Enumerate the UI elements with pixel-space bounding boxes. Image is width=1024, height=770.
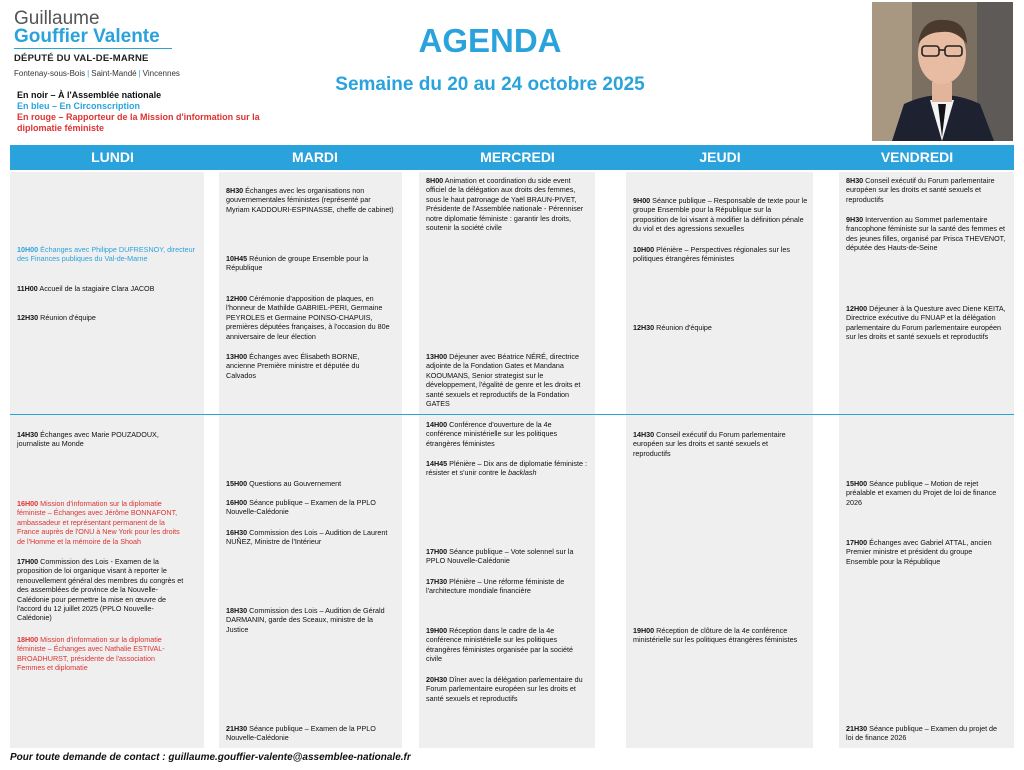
event-text: Conseil exécutif du Forum parlementaire européen sur les droits et santé sexuels et reproductifs xyxy=(846,176,995,204)
event-mercredi-1900 xyxy=(426,626,586,664)
deputy-role: DÉPUTÉ DU VAL-DE-MARNE xyxy=(14,53,149,64)
event-mardi-0830 xyxy=(226,186,396,214)
event-mercredi-1700 xyxy=(426,547,586,566)
event-jeudi-1900 xyxy=(633,626,805,645)
event-mercredi-1400 xyxy=(426,420,576,448)
event-time: 8H30 xyxy=(226,186,244,195)
event-mercredi-1730 xyxy=(426,577,576,596)
event-text: Questions au Gouvernement xyxy=(247,479,342,488)
event-text: Plénière – Perspectives régionales sur les politiques étrangères féministes xyxy=(633,245,791,264)
event-time: 8H30 xyxy=(846,176,864,185)
event-text: Échanges avec Élisabeth BORNE, ancienne Première ministre et députée du Calvados xyxy=(226,352,360,380)
event-text: Séance publique – Responsable de texte pour le groupe Ensemble pour la République sur la proposition de loi visant à modifier la définition pénale du viol et des agressions sexuelles xyxy=(633,196,808,234)
deputy-name-last: Gouffier Valente xyxy=(14,26,160,47)
event-mercredi-1300 xyxy=(426,352,590,408)
event-lundi-1230 xyxy=(17,313,197,322)
column-vendredi xyxy=(839,172,1014,748)
event-vendredi-1500 xyxy=(846,479,1006,507)
event-text: Déjeuner à la Questure avec Diene KEITA, Directrice exécutive du FNUAP et la délégation parlementaire du Forum parlementaire européen sur les droits et santé sexuels et reproductifs xyxy=(846,304,1006,342)
event-time: 16H00 xyxy=(17,499,39,508)
event-text: Réunion d'équipe xyxy=(38,313,96,322)
event-text: Mission d'information sur la diplomatie féministe – Échanges avec Jérôme BONNAFONT, ambassadeur et représentant permanent de la France auprès de l'ONU à New York pour les droits de l'Homme et la mémoire de la Shoah xyxy=(17,499,180,546)
event-mardi-1300 xyxy=(226,352,376,380)
event-time: 13H00 xyxy=(226,352,248,361)
event-text: Commission des Lois – Audition de Gérald DARMANIN, garde des Sceaux, ministre de la Justice xyxy=(226,606,385,634)
event-time: 17H00 xyxy=(426,547,448,556)
event-text: Échanges avec les organisations non gouvernementales féministes (représenté par Myriam KADDOURI-ESPINASSE, cheffe de cabinet) xyxy=(226,186,394,214)
event-mardi-1500 xyxy=(226,479,396,488)
event-text: Dîner avec la délégation parlementaire du Forum parlementaire européen sur les droits et santé sexuels et reproductifs xyxy=(426,675,583,703)
day-friday: VENDREDI xyxy=(880,149,954,165)
town-separator: | xyxy=(87,69,90,78)
town-2: Saint-Mandé xyxy=(91,69,137,78)
event-time: 15H00 xyxy=(846,479,868,488)
event-time: 17H30 xyxy=(426,577,448,586)
event-text-italic: backlash xyxy=(508,468,537,478)
event-text: Séance publique – Examen de la PPLO Nouvelle-Calédonie xyxy=(226,724,376,743)
event-lundi-1000 xyxy=(17,245,197,264)
event-text: Animation et coordination du side event officiel de la délégation aux droits des femmes, sous le haut patronage de Yaël BRAUN-PIVET, Présidente de l'Assemblée nationale - Pérenniser notre diplomatie féministe : garantir les droits, soutenir la société civile xyxy=(426,176,584,233)
event-mardi-2130 xyxy=(226,724,391,743)
event-time: 18H30 xyxy=(226,606,248,615)
deputy-photo xyxy=(872,2,1013,141)
event-time: 9H00 xyxy=(633,196,651,205)
event-text: Échanges avec Gabriel ATTAL, ancien Premier ministre et président du groupe Ensemble pour la République xyxy=(846,538,992,566)
event-time: 9H30 xyxy=(846,215,864,224)
event-text: Intervention au Sommet parlementaire francophone féministe sur la santé des femmes et des jeunes filles, organisé par Prisca THEVENOT, députée des Hauts-de-Seine xyxy=(846,215,1006,253)
event-text: Plénière – Une réforme féministe de l'architecture mondiale financière xyxy=(426,577,565,596)
event-jeudi-1000 xyxy=(633,245,803,264)
event-time: 16H00 xyxy=(226,498,248,507)
town-separator: | xyxy=(138,69,141,78)
event-text: Conseil exécutif du Forum parlementaire européen sur les droits et santé sexuels et reproductifs xyxy=(633,430,786,458)
day-monday: LUNDI xyxy=(91,149,134,165)
event-mardi-1200 xyxy=(226,294,394,341)
event-mardi-1600 xyxy=(226,498,386,517)
towns-list xyxy=(14,69,180,78)
event-time: 21H30 xyxy=(226,724,248,733)
event-time: 12H00 xyxy=(846,304,868,313)
event-time: 15H00 xyxy=(226,479,248,488)
day-thursday: JEUDI xyxy=(699,149,741,165)
color-legend xyxy=(17,90,292,134)
event-text: Accueil de la stagiaire Clara JACOB xyxy=(37,284,155,293)
event-text: Commission des Lois - Examen de la proposition de loi organique visant à reporter le renouvellement général des membres du congrès et des assemblées de province de la Nouvelle-Calédonie pour permettre la mise en œuvre de l'accord du 12 juillet 2025 (PPLO Nouvelle-Calédonie) xyxy=(17,557,184,623)
event-time: 13H00 xyxy=(426,352,448,361)
event-time: 14H30 xyxy=(17,430,39,439)
town-1: Fontenay-sous-Bois xyxy=(14,69,86,78)
event-mardi-1045 xyxy=(226,254,386,273)
event-text: Séance publique – Vote solennel sur la PPLO Nouvelle-Calédonie xyxy=(426,547,574,566)
day-header-bar xyxy=(10,145,1014,170)
event-time: 12H00 xyxy=(226,294,248,303)
event-lundi-1800 xyxy=(17,635,182,673)
page-subtitle: Semaine du 20 au 24 octobre 2025 xyxy=(335,74,645,95)
portrait-image xyxy=(872,2,1013,141)
event-lundi-1600 xyxy=(17,499,189,546)
event-text: Plénière – Dix ans de diplomatie féministe : résister et s'unir contre le xyxy=(426,459,588,478)
event-text: Réunion de groupe Ensemble pour la République xyxy=(226,254,369,273)
event-mardi-1630 xyxy=(226,528,391,547)
event-time: 19H00 xyxy=(633,626,655,635)
event-text: Séance publique – Motion de rejet préalable et examen du Projet de loi de finance 2026 xyxy=(846,479,997,507)
event-time: 21H30 xyxy=(846,724,868,733)
page-title: AGENDA xyxy=(418,22,562,59)
legend-black: En noir – À l'Assemblée nationale xyxy=(17,90,162,100)
event-time: 17H00 xyxy=(17,557,39,566)
event-mardi-1830 xyxy=(226,606,388,634)
day-tuesday: MARDI xyxy=(292,149,338,165)
event-text: Cérémonie d'apposition de plaques, en l'honneur de Mathilde GABRIEL-PERI, Germaine PEYROLES et Germaine POINSO-CHAPUIS, premières députées françaises, à l'occasion du 80e anniversaire de leur élection xyxy=(226,294,390,341)
event-jeudi-1430 xyxy=(633,430,805,458)
event-text: Séance publique – Examen du projet de loi de finance 2026 xyxy=(846,724,998,743)
event-time: 12H30 xyxy=(633,323,655,332)
event-lundi-1100 xyxy=(17,284,197,293)
day-wednesday: MERCREDI xyxy=(480,149,555,165)
event-time: 18H00 xyxy=(17,635,39,644)
event-text: Réunion d'équipe xyxy=(654,323,712,332)
event-lundi-1700 xyxy=(17,557,187,623)
event-vendredi-0830 xyxy=(846,176,1010,204)
event-text: Séance publique – Examen de la PPLO Nouvelle-Calédonie xyxy=(226,498,376,517)
event-vendredi-1700 xyxy=(846,538,1006,566)
event-time: 20H30 xyxy=(426,675,448,684)
event-text: Réception dans le cadre de la 4e conférence ministérielle sur les politiques étrangères féministes organisée par la société civile xyxy=(426,626,574,664)
legend-blue: En bleu – En Circonscription xyxy=(17,101,141,111)
event-vendredi-2130 xyxy=(846,724,1006,743)
contact-footer: Pour toute demande de contact : guillaume.gouffier-valente@assemblee-nationale.fr xyxy=(10,752,411,763)
event-text: Mission d'information sur la diplomatie féministe – Échanges avec Nathalie ESTIVAL-BROADHURST, présidente de l'association Femmes et diplomatie xyxy=(17,635,165,673)
event-time: 10H45 xyxy=(226,254,248,263)
event-mercredi-1445 xyxy=(426,459,588,478)
legend-red: En rouge – Rapporteur de la Mission d'information sur la diplomatie féministe xyxy=(17,112,260,133)
town-3: Vincennes xyxy=(142,69,180,78)
event-lundi-1430 xyxy=(17,430,167,449)
event-jeudi-0900 xyxy=(633,196,808,234)
event-text: Déjeuner avec Béatrice NÉRÉ, directrice adjointe de la Fondation Gates et Mandana KOOUMANS, Senior strategist sur le développement, l'égalité de genre et les droits et santé sexuels et reproductifs de la Fondation GATES xyxy=(426,352,581,409)
event-time: 16H30 xyxy=(226,528,248,537)
event-time: 12H30 xyxy=(17,313,39,322)
event-time: 14H00 xyxy=(426,420,448,429)
event-text: Réception de clôture de la 4e conférence ministérielle sur les politiques étrangères féministes xyxy=(633,626,798,645)
event-vendredi-1200 xyxy=(846,304,1008,342)
event-mercredi-2030 xyxy=(426,675,590,703)
event-time: 14H45 xyxy=(426,459,448,468)
midday-divider xyxy=(10,414,1014,415)
event-jeudi-1230 xyxy=(633,323,803,332)
event-time: 14H30 xyxy=(633,430,655,439)
event-text: Échanges avec Philippe DUFRESNOY, directeur des Finances publiques du Val-de-Marne xyxy=(17,245,196,264)
event-text: Échanges avec Marie POUZADOUX, journaliste au Monde xyxy=(17,430,159,449)
event-time: 17H00 xyxy=(846,538,868,547)
header-divider xyxy=(14,48,172,49)
event-time: 8H00 xyxy=(426,176,444,185)
event-mercredi-0800 xyxy=(426,176,592,232)
event-vendredi-0930 xyxy=(846,215,1010,253)
event-time: 19H00 xyxy=(426,626,448,635)
event-text: Commission des Lois – Audition de Laurent NUÑEZ, Ministre de l'Intérieur xyxy=(226,528,388,547)
event-time: 11H00 xyxy=(17,284,38,293)
event-time: 10H00 xyxy=(633,245,655,254)
event-text: Conférence d'ouverture de la 4e conférence ministérielle sur les politiques étrangères féministes xyxy=(426,420,558,448)
deputy-name-first: Guillaume xyxy=(14,8,100,29)
event-time: 10H00 xyxy=(17,245,39,254)
